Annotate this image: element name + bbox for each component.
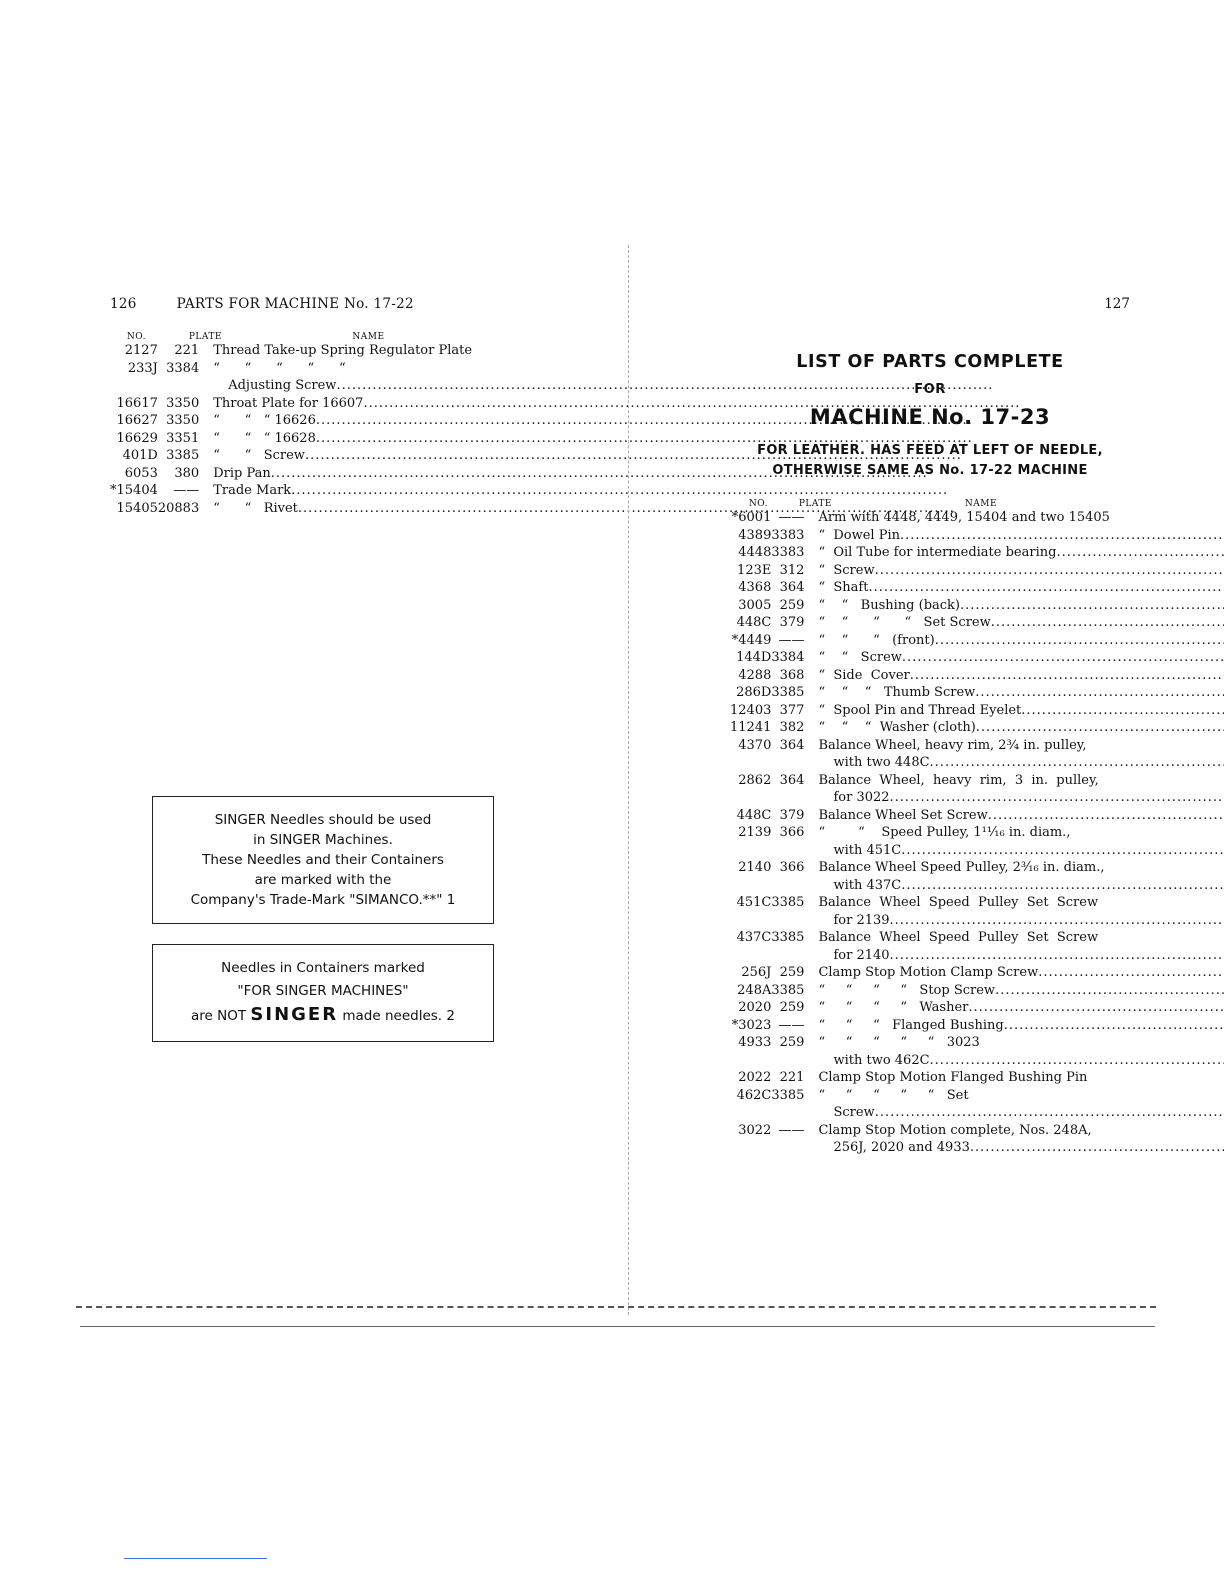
plate-number: 379 [779,807,805,823]
part-number: 2862 [738,772,772,788]
leader-dots [1004,1017,1224,1035]
plate-number: 3385 [771,982,805,998]
part-name [804,632,1224,650]
col-name: NAME [964,499,998,509]
part-name-text: “ “ “ “ “ [213,360,346,376]
part-name-text: “ “ “ 16628 [213,430,316,446]
part-number: 4389 [738,527,772,543]
part-name-text: with two 462C [833,1052,930,1068]
part-number: 2140 [738,860,772,875]
part-row [730,667,1224,685]
leader-dots [988,807,1224,825]
part-row [730,544,1224,562]
part-number: 2127 [124,343,158,358]
part-number: 4933 [738,1035,772,1050]
subtitle-line-2: OTHERWISE SAME AS No. 17-22 MACHINE [772,463,1088,478]
part-name-text: Trade Mark [213,483,292,498]
plate-number [771,947,804,965]
part-row [730,719,1224,737]
col-no: NO. [126,332,146,342]
leader-dots [900,527,1224,545]
part-name [804,597,1224,615]
part-name [804,544,1224,562]
part-row [730,1069,1224,1087]
part-name-text: “ Side Cover [818,667,910,683]
left-page [110,296,515,517]
leader-dots [901,842,1224,860]
part-number: 451C [736,895,772,910]
part-number [730,947,771,965]
part-row [730,894,1224,912]
col-name: NAME [352,332,385,342]
part-number: 4370 [738,737,772,753]
plate-number: 3383 [771,545,805,560]
part-number: 4288 [738,667,772,683]
left-page-number: 126 [110,296,137,312]
part-name-text: for 2140 [833,947,890,963]
plate-number: 3385 [771,895,805,910]
part-number [730,789,771,807]
plate-number: 3350 [166,413,200,428]
plate-number: 364 [779,772,805,788]
part-name [804,807,1224,825]
plate-number: 3384 [771,650,805,665]
part-number: 286D [736,685,772,700]
part-row [730,842,1224,860]
part-row [730,929,1224,947]
part-name [804,929,1224,947]
part-name-text: with 437C [833,877,902,893]
plate-number: —— [778,1017,805,1033]
part-row [730,649,1224,667]
part-name [804,737,1224,755]
part-number: 2020 [738,1000,772,1015]
leader-dots [970,1139,1224,1157]
part-name [804,1017,1224,1035]
plate-number: —— [778,632,805,648]
part-number: 448C [736,615,772,630]
plate-number: 3385 [166,448,200,463]
plate-number [771,789,804,807]
part-row [730,754,1224,772]
notice-line-3: are NOT SINGER made needles. 2 [191,1004,455,1025]
leader-dots [868,579,1224,597]
part-name-text: Clamp Stop Motion Clamp Screw [818,965,1039,980]
part-row [730,999,1224,1017]
leader-dots [1021,702,1224,720]
plate-number: 221 [779,1070,805,1085]
plate-number: 366 [779,860,805,875]
leader-dots [890,947,1224,965]
singer-brand-text: SINGER [250,1004,339,1025]
plate-number: 379 [779,615,805,630]
leader-dots [890,912,1224,930]
notice-box-not-singer [152,944,494,1042]
leader-dots [1056,544,1224,562]
part-row [730,807,1224,825]
part-number: 3022 [738,1122,772,1138]
part-name [804,684,1224,702]
part-number [110,377,158,395]
plate-number: 259 [779,1000,805,1015]
part-name-text: “ “ “ Washer (cloth) [818,720,976,735]
part-row [730,737,1224,755]
part-name-text: “ “ “ Flanged Bushing [818,1017,1004,1033]
part-row [730,1087,1224,1105]
machine-title: MACHINE No. 17-23 [809,405,1051,429]
part-name-text: Clamp Stop Motion Flanged Bushing Pin [818,1070,1088,1085]
underline-artifact [124,1558,267,1559]
part-row [730,947,1224,965]
part-name [804,649,1224,667]
part-name [804,999,1224,1017]
part-number [730,1052,771,1070]
plate-number: 380 [174,465,200,481]
plate-number [771,1104,804,1122]
scan-edge-rule-2 [80,1326,1155,1327]
part-number: 3005 [738,597,772,613]
part-name-text: Balance Wheel, heavy rim, 3 in. pulley, [818,772,1099,788]
plate-number: 3383 [771,527,805,543]
part-name [804,1087,1224,1105]
part-row [730,859,1224,877]
plate-number: 3384 [166,360,200,376]
part-name-text: “ Shaft [818,580,869,595]
part-row [730,877,1224,895]
part-name-text: “ Screw [818,562,875,578]
part-name [804,1139,1224,1157]
part-name-text: for 2139 [833,912,890,928]
part-number: 437C [736,930,772,945]
part-row [730,1052,1224,1070]
part-number [730,1104,771,1122]
leader-dots [910,667,1224,685]
part-name [804,964,1224,982]
part-name [804,912,1224,930]
part-name [804,947,1224,965]
part-number [730,842,771,860]
part-name-text: Screw [833,1105,875,1120]
part-name-text: Drip Pan [213,465,271,481]
plate-number [771,1052,804,1070]
part-name-text: “ “ “ “ Set Screw [818,615,991,630]
part-row [730,824,1224,842]
right-parts-table [730,509,1224,1157]
part-name-text: Balance Wheel, heavy rim, 2¾ in. pulley, [818,737,1087,753]
leader-dots [875,562,1224,580]
part-name-text: Balance Wheel Speed Pulley Set Screw [818,895,1099,910]
plate-number: 259 [779,597,805,613]
plate-number: 364 [779,580,805,595]
leader-dots [976,719,1224,737]
part-number: 2139 [738,825,772,840]
part-number: 144D [736,650,772,665]
part-number: 12403 [730,702,772,718]
part-name-text: “ “ “ (front) [818,632,935,648]
part-name-text: “ Oil Tube for intermediate bearing [818,545,1057,560]
part-number: 4368 [738,580,772,595]
part-name-text: “ Spool Pin and Thread Eyelet [818,702,1022,718]
plate-number: 3385 [771,930,805,945]
part-number: *15404 [110,483,158,498]
leader-dots [991,614,1224,632]
plate-number: 368 [779,667,805,683]
plate-number: 382 [779,720,805,735]
part-row [730,702,1224,720]
part-name [804,667,1224,685]
leader-dots [968,999,1224,1017]
subtitle-line-1: FOR LEATHER. HAS FEED AT LEFT OF NEEDLE, [757,443,1103,458]
part-name-text: Throat Plate for 16607 [213,395,364,411]
part-row [730,632,1224,650]
leader-dots [960,597,1224,615]
plate-number [158,377,199,395]
plate-number [771,754,804,772]
part-row [730,562,1224,580]
part-name [804,859,1224,877]
part-row [730,579,1224,597]
part-number: 4448 [738,545,772,560]
part-row [730,684,1224,702]
part-name [804,894,1224,912]
leader-dots [930,754,1224,772]
part-number: 16617 [116,395,158,411]
leader-dots [975,684,1224,702]
leader-dots [875,1104,1224,1122]
part-name-text: “ “ “ “ “ Set [818,1087,969,1103]
plate-number: 364 [779,737,805,753]
part-name [804,754,1224,772]
part-name [804,1052,1224,1070]
notice-line: Company's Trade-Mark "SIMANCO.**" 1 [190,892,456,908]
col-plate: PLATE [798,499,832,509]
part-number: 15405 [116,500,158,516]
part-number: 123E [737,562,772,578]
part-name-text: Clamp Stop Motion complete, Nos. 248A, [818,1122,1092,1138]
part-name [804,614,1224,632]
part-name-text: Arm with 4448, 4449, 15404 and two 15405 [818,510,1110,525]
left-column-headers [110,332,515,342]
leader-dots [935,632,1224,650]
part-name [804,1104,1224,1122]
part-name [804,562,1224,580]
part-name [804,702,1224,720]
part-row [730,789,1224,807]
part-number [730,877,771,895]
notice-box-simanco [152,796,494,924]
part-name-text: “ “ “ 16626 [213,413,316,428]
plate-number: 259 [779,1035,805,1050]
part-number [730,912,771,930]
notice-line: "FOR SINGER MACHINES" [237,983,409,999]
col-plate: PLATE [188,332,222,342]
plate-number: —— [778,510,805,525]
part-row [730,1017,1224,1035]
part-row [730,1034,1224,1052]
part-number: 16629 [116,430,158,446]
leader-dots [995,982,1224,1000]
part-name [804,1069,1224,1087]
part-number: 462C [736,1087,772,1103]
part-name-text: Thread Take-up Spring Regulator Plate [213,343,473,358]
plate-number: —— [173,483,200,498]
part-name [804,509,1224,527]
plate-number [771,1139,804,1157]
part-row [730,772,1224,790]
part-name-text: “ “ “ Thumb Screw [818,685,976,700]
list-title: LIST OF PARTS COMPLETE [796,352,1064,372]
part-name-text: “ “ Screw [818,650,902,665]
part-number: 248A [737,982,772,998]
leader-dots [1038,964,1224,982]
part-row [730,597,1224,615]
part-row [730,1104,1224,1122]
part-name-text: “ “ Bushing (back) [818,597,960,613]
part-name-text: with 451C [833,842,902,858]
leader-dots [902,649,1224,667]
plate-number [771,877,804,895]
leader-dots [890,789,1224,807]
part-name-text: Balance Wheel Speed Pulley Set Screw [818,930,1099,945]
part-name [804,877,1224,895]
part-name-text: Balance Wheel Speed Pulley, 2³⁄₁₆ in. diam., [818,860,1105,875]
part-number: 11241 [730,720,772,735]
plate-number [771,842,804,860]
part-name-text: “ “ “ “ Stop Screw [818,982,996,998]
left-page-title: PARTS FOR MACHINE No. 17-22 [176,296,414,312]
plate-number: 3385 [771,1087,805,1103]
part-row [730,509,1224,527]
part-name-text: Balance Wheel Set Screw [818,807,988,823]
part-name-text: for 3022 [833,790,890,805]
part-name-text: “ Dowel Pin [818,527,901,543]
plate-number: —— [778,1122,805,1138]
part-number: *4449 [731,632,772,648]
notice-line: are marked with the [254,872,392,888]
part-name [804,772,1224,790]
part-name [804,719,1224,737]
part-number: 6053 [124,465,158,481]
part-name-text: 256J, 2020 and 4933 [833,1140,970,1155]
part-name [804,1122,1224,1140]
right-page [730,296,1130,1157]
plate-number [771,912,804,930]
part-number: 448C [736,807,772,823]
part-number: 256J [741,965,772,980]
page-gutter-line [628,245,629,1315]
part-number: 401D [122,448,158,463]
part-name [804,527,1224,545]
right-column-headers [730,499,1130,509]
plate-number: 3351 [166,430,200,446]
col-no: NO. [748,499,768,509]
part-name [804,789,1224,807]
part-number: *3023 [731,1017,772,1033]
part-row [730,912,1224,930]
plate-number: 20883 [157,500,200,516]
part-name-text: Adjusting Screw [228,378,337,393]
leader-dots [901,877,1224,895]
list-title-for: FOR [914,382,946,397]
plate-number: 377 [779,702,805,718]
part-number: 2022 [738,1070,772,1085]
notice-line: in SINGER Machines. [253,832,393,848]
part-number: 233J [127,360,158,376]
plate-number: 3385 [771,685,805,700]
part-number: *6001 [731,510,772,525]
part-name-text: “ “ Speed Pulley, 1¹¹⁄₁₆ in. diam., [818,825,1071,840]
part-row [730,527,1224,545]
part-name [804,1034,1224,1052]
plate-number: 312 [779,562,805,578]
part-row [730,1139,1224,1157]
leader-dots [930,1052,1224,1070]
left-page-header [110,296,515,312]
part-name-text: “ “ Screw [213,448,305,463]
notice-line: These Needles and their Containers [202,852,444,868]
part-row [730,982,1224,1000]
part-name [804,824,1224,842]
plate-number: 3350 [166,395,200,411]
part-number [730,754,771,772]
part-row [730,614,1224,632]
part-row [730,1122,1224,1140]
notice-line: SINGER Needles should be used [214,812,432,828]
plate-number: 221 [174,343,200,358]
part-name-text: “ “ “ “ Washer [818,1000,969,1015]
part-name-text: with two 448C [833,755,930,770]
part-row [730,964,1224,982]
part-name-text: “ “ Rivet [213,500,298,516]
notice-line: Needles in Containers marked [221,960,425,976]
right-page-number: 127 [1104,296,1130,312]
part-name [804,579,1224,597]
part-name-text: “ “ “ “ “ 3023 [818,1035,980,1050]
part-name [804,842,1224,860]
part-number: 16627 [116,413,158,428]
scan-edge-rule [76,1306,1156,1308]
plate-number: 366 [779,825,805,840]
part-name [804,982,1224,1000]
part-number [730,1139,771,1157]
plate-number: 259 [779,965,805,980]
